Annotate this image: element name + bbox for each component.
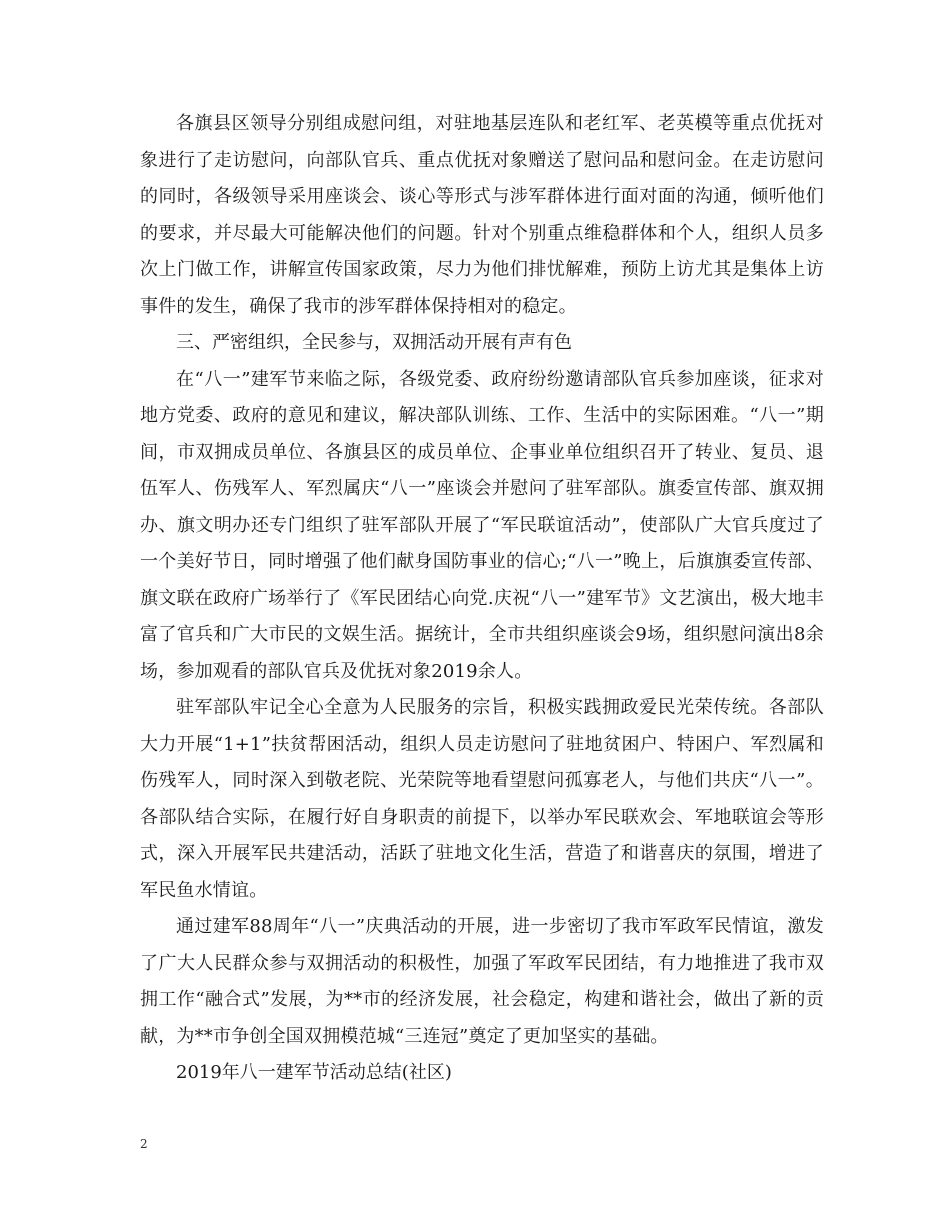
- next-title: 2019年八一建军节活动总结(社区): [176, 1062, 452, 1083]
- paragraph-bayi-activities: 在“八一”建军节来临之际，各级党委、政府纷纷邀请部队官兵参加座谈，征求对地方党委、政府的意见和建议，解决部队训练、工作、生活中的实际困难。“八一”期间，市双拥成员单位、各旗县区的成员单位、企事业单位组织召开了转业、复员、退伍军人、伤残军人、军烈属庆“八一”座谈会并慰问了驻军部队。旗委宣传部、旗双拥办、旗文明办还专门组织了驻军部队开展了“军民联谊活动”，使部队广大官兵度过了一个美好节日，同时增强了他们献身国防事业的信心;“八一”晚上，后旗旗委宣传部、旗文联在政府广场举行了《军民团结心向党.庆祝“八一”建军节》文艺演出，极大地丰富了官兵和广大市民的文娱生活。据统计，全市共组织座谈会9场，组织慰问演出8余场，参加观看的部队官兵及优抚对象2019余人。: [140, 368, 824, 682]
- paragraph-troops-service: 驻军部队牢记全心全意为人民服务的宗旨，积极实践拥政爱民光荣传统。各部队大力开展“1+1”扶贫帮困活动，组织人员走访慰问了驻地贫困户、特困户、军烈属和伤残军人，同时深入到敬老院、光荣院等地看望慰问孤寡老人，与他们共庆“八一”。各部队结合实际，在履行好自身职责的前提下，以举办军民联欢会、军地联谊会等形式，深入开展军民共建活动，活跃了驻地文化生活，营造了和谐喜庆的氛围，增进了军民鱼水情谊。: [140, 697, 824, 901]
- document-body: [140, 106, 824, 1092]
- page-number: 2: [140, 1137, 148, 1151]
- paragraph-visits: 各旗县区领导分别组成慰问组，对驻地基层连队和老红军、老英模等重点优抚对象进行了走访慰问，向部队官兵、重点优抚对象赠送了慰问品和慰问金。在走访慰问的同时，各级领导采用座谈会、谈心等形式与涉军群体进行面对面的沟通，倾听他们的要求，并尽最大可能解决他们的问题。针对个别重点维稳群体和个人，组织人员多次上门做工作，讲解宣传国家政策，尽力为他们排忧解难，预防上访尤其是集体上访事件的发生，确保了我市的涉军群体保持相对的稳定。: [140, 113, 824, 317]
- paragraph-conclusion: 通过建军88周年“八一”庆典活动的开展，进一步密切了我市军政军民情谊，激发了广大人民群众参与双拥活动的积极性，加强了军政军民团结，有力地推进了我市双拥工作“融合式”发展，为**市的经济发展，社会稳定，构建和谐社会，做出了新的贡献，为**市争创全国双拥模范城“三连冠”奠定了更加坚实的基础。: [140, 916, 824, 1047]
- section-heading: 三、严密组织，全民参与，双拥活动开展有声有色: [176, 332, 572, 353]
